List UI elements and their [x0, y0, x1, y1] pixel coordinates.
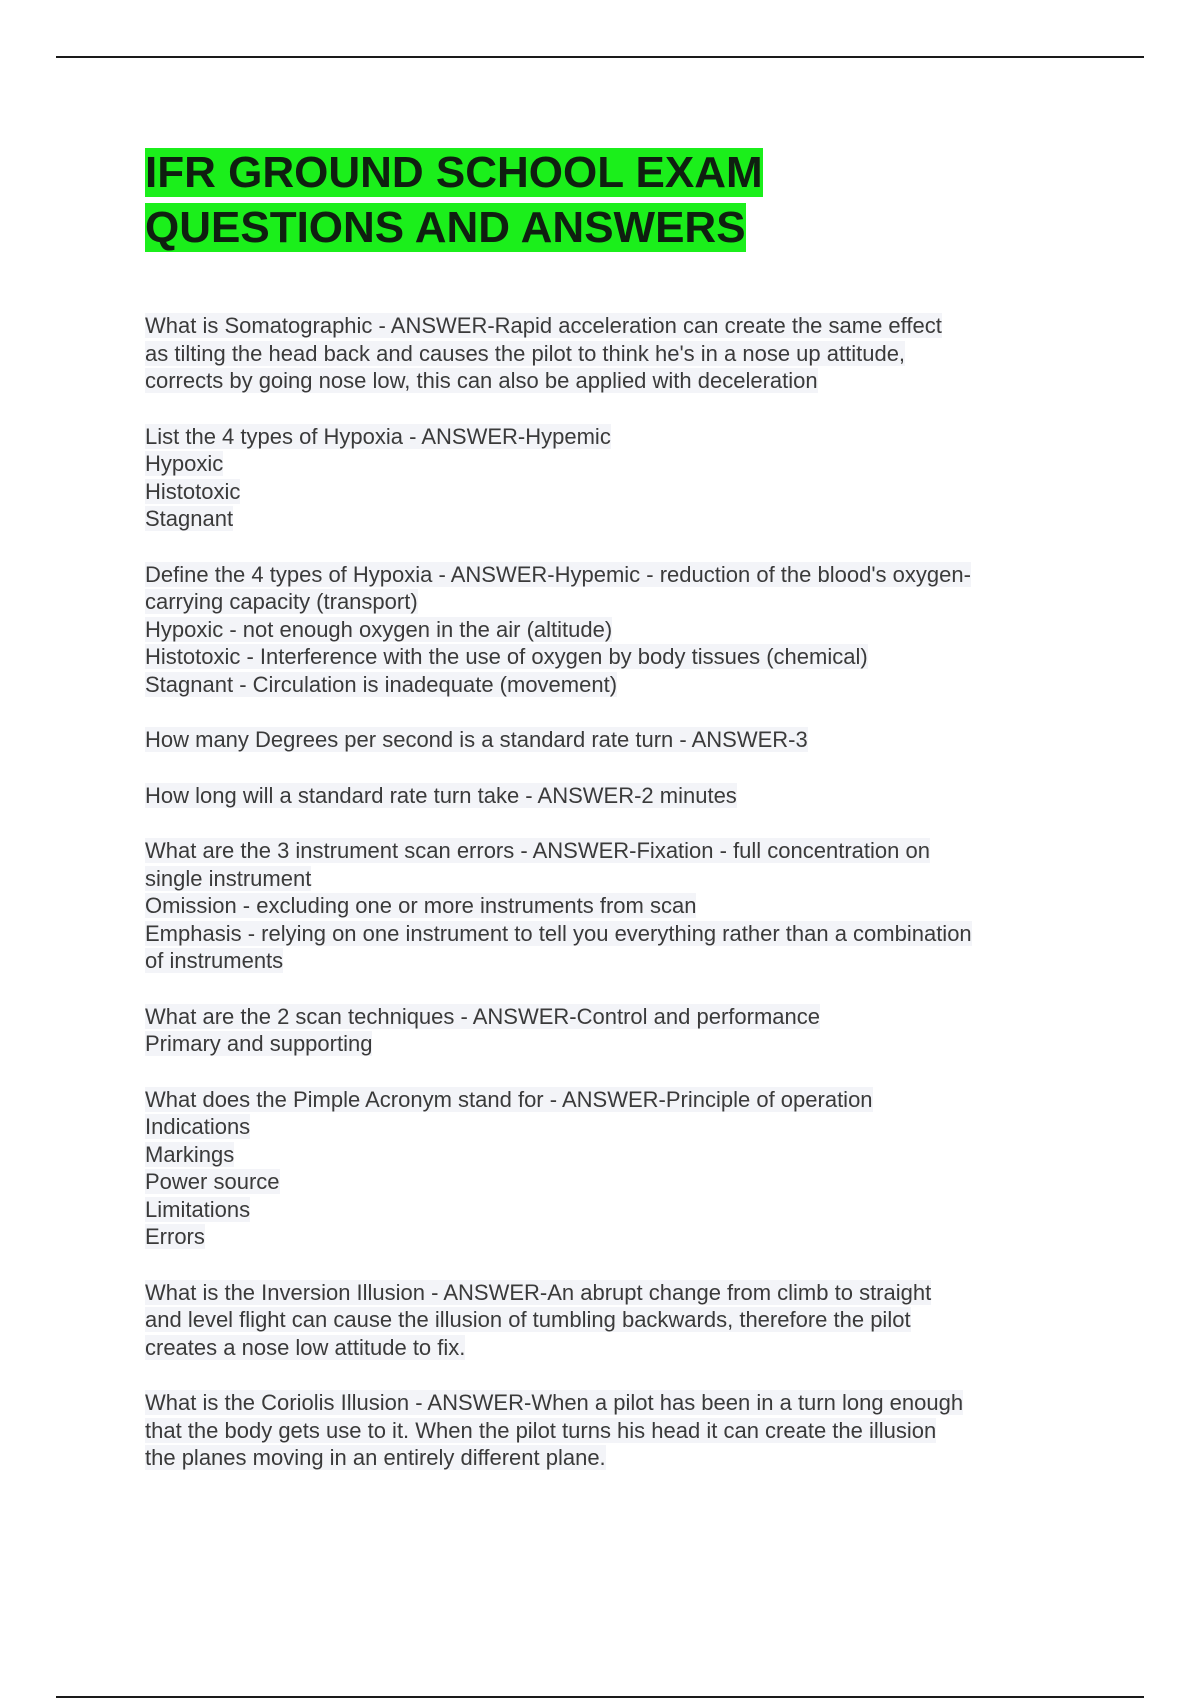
qa-line	[145, 561, 1075, 589]
qa-line	[145, 1389, 1075, 1417]
qa-line-text: List the 4 types of Hypoxia - ANSWER-Hypemic	[145, 423, 611, 449]
qa-line-text: Stagnant - Circulation is inadequate (movement)	[145, 671, 618, 697]
qa-item	[145, 561, 1075, 699]
qa-line	[145, 1003, 1075, 1031]
document-body	[145, 145, 1075, 1500]
qa-line-text: creates a nose low attitude to fix.	[145, 1334, 466, 1360]
qa-line	[145, 616, 1075, 644]
qa-line	[145, 505, 1075, 533]
qa-line	[145, 865, 1075, 893]
qa-line	[145, 478, 1075, 506]
qa-line	[145, 1279, 1075, 1307]
top-divider	[56, 56, 1144, 58]
qa-line-text: single instrument	[145, 865, 312, 891]
qa-line-text: Histotoxic - Interference with the use of oxygen by body tissues (chemical)	[145, 644, 868, 669]
qa-line	[145, 340, 1075, 368]
qa-line-text: Omission - excluding one or more instruments from scan	[145, 893, 697, 918]
qa-line-text: Primary and supporting	[145, 1031, 373, 1056]
qa-line-text: Indications	[145, 1114, 251, 1139]
qa-line	[145, 1223, 1075, 1251]
qa-line-text: Errors	[145, 1224, 205, 1249]
qa-line-text: that the body gets use to it. When the pilot turns his head it can create the illusion	[145, 1417, 937, 1443]
qa-line-text: carrying capacity (transport)	[145, 589, 418, 614]
title-line: QUESTIONS AND ANSWERS	[145, 203, 746, 252]
qa-line-text: What are the 2 scan techniques - ANSWER-Control and performance	[145, 1003, 820, 1029]
qa-line-text: What is Somatographic - ANSWER-Rapid acceleration can create the same effect	[145, 313, 942, 338]
qa-line	[145, 423, 1075, 451]
qa-line	[145, 782, 1075, 810]
qa-line-text: What is the Inversion Illusion - ANSWER-An abrupt change from climb to straight	[145, 1279, 932, 1305]
qa-line	[145, 1086, 1075, 1114]
qa-item	[145, 726, 1075, 754]
title-line: IFR GROUND SCHOOL EXAM	[145, 148, 763, 197]
qa-line	[145, 367, 1075, 395]
qa-line	[145, 1030, 1075, 1058]
qa-line	[145, 671, 1075, 699]
qa-line	[145, 1334, 1075, 1362]
qa-line	[145, 892, 1075, 920]
qa-line-text: Stagnant	[145, 506, 234, 531]
qa-item	[145, 423, 1075, 533]
qa-line-text: Limitations	[145, 1196, 251, 1222]
qa-line	[145, 947, 1075, 975]
qa-line	[145, 312, 1075, 340]
qa-line-text: as tilting the head back and causes the pilot to think he's in a nose up attitude,	[145, 340, 906, 366]
qa-line-text: How long will a standard rate turn take - ANSWER-2 minutes	[145, 782, 737, 808]
qa-line	[145, 1196, 1075, 1224]
qa-item	[145, 782, 1075, 810]
qa-line-text: the planes moving in an entirely different plane.	[145, 1445, 606, 1470]
qa-line-text: and level flight can cause the illusion of tumbling backwards, therefore the pilot	[145, 1307, 911, 1332]
qa-line-text: How many Degrees per second is a standard rate turn - ANSWER-3	[145, 727, 808, 752]
qa-item	[145, 312, 1075, 395]
qa-item	[145, 1389, 1075, 1472]
qa-line-text: of instruments	[145, 948, 284, 973]
qa-line	[145, 920, 1075, 948]
qa-line-text: Emphasis - relying on one instrument to tell you everything rather than a combination	[145, 920, 972, 946]
qa-item	[145, 1003, 1075, 1058]
qa-line	[145, 1444, 1075, 1472]
qa-item	[145, 1279, 1075, 1362]
qa-line	[145, 837, 1075, 865]
qa-line	[145, 450, 1075, 478]
qa-list	[145, 312, 1075, 1472]
qa-line	[145, 726, 1075, 754]
bottom-divider	[56, 1696, 1144, 1698]
qa-line-text: corrects by going nose low, this can also be applied with deceleration	[145, 368, 818, 393]
qa-line	[145, 1113, 1075, 1141]
qa-line	[145, 643, 1075, 671]
qa-line	[145, 1141, 1075, 1169]
qa-line-text: Define the 4 types of Hypoxia - ANSWER-Hypemic - reduction of the blood's oxygen-	[145, 561, 971, 587]
qa-line-text: What does the Pimple Acronym stand for - ANSWER-Principle of operation	[145, 1086, 873, 1112]
qa-line-text: What are the 3 instrument scan errors - ANSWER-Fixation - full concentration on	[145, 838, 930, 863]
document-title	[145, 145, 1075, 255]
qa-line-text: Markings	[145, 1141, 235, 1167]
qa-line-text: Hypoxic	[145, 451, 224, 476]
qa-line	[145, 1168, 1075, 1196]
qa-line	[145, 1306, 1075, 1334]
qa-line-text: Hypoxic - not enough oxygen in the air (altitude)	[145, 616, 613, 642]
qa-line	[145, 1417, 1075, 1445]
qa-item	[145, 1086, 1075, 1251]
qa-item	[145, 837, 1075, 975]
qa-line-text: What is the Coriolis Illusion - ANSWER-When a pilot has been in a turn long enough	[145, 1390, 964, 1415]
qa-line	[145, 588, 1075, 616]
qa-line-text: Histotoxic	[145, 478, 241, 504]
qa-line-text: Power source	[145, 1169, 280, 1194]
